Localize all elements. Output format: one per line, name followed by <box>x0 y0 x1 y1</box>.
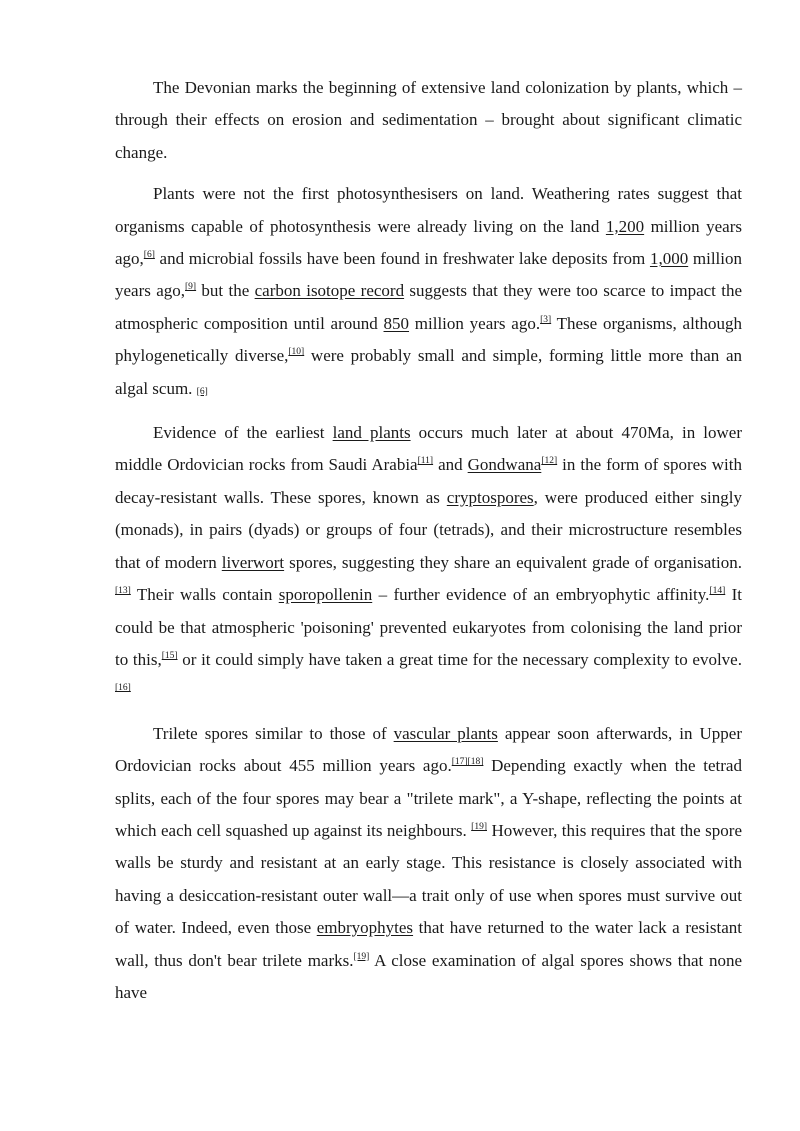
body-text: million years ago. <box>409 313 541 333</box>
body-text: appear soon afterwards, in Upper Ordovician rocks about 455 million years ago. <box>115 723 742 776</box>
body-text: were probably small and simple, forming little more than an algal scum. <box>115 346 743 398</box>
body-text: occurs much later at about 470Ma, in lower middle Ordovician rocks from Saudi Arabia <box>115 423 742 475</box>
paragraph <box>115 417 742 709</box>
inline-link[interactable]: 1,200 <box>605 216 645 236</box>
inline-link[interactable]: cryptospores <box>446 487 534 507</box>
citation-link[interactable]: [13] <box>115 586 131 597</box>
citation-link[interactable]: [14] <box>709 586 726 597</box>
body-text: A close examination of algal spores shows that none have <box>115 950 742 1002</box>
body-text: million years ago, <box>115 216 742 269</box>
citation-link[interactable]: [6] <box>196 386 208 397</box>
citation-link[interactable]: [9] <box>185 282 197 293</box>
body-text: Plants were not the first photosynthesisers on land. Weathering rates suggest that organisms capable of photosynthesis were already living on the land <box>115 184 742 236</box>
body-text: These organisms, although phylogenetically diverse, <box>115 313 743 366</box>
body-text: Trilete spores similar to those of <box>153 723 394 743</box>
body-text: in the form of spores with decay-resistant walls. These spores, known as <box>115 455 743 507</box>
body-text: but the <box>196 281 255 301</box>
inline-link[interactable]: land plants <box>332 423 411 443</box>
body-text: or it could simply have taken a great time for the necessary complexity to evolve. <box>177 649 742 669</box>
citation-link[interactable]: [17][18] <box>451 757 484 768</box>
citation-link[interactable]: [11] <box>417 456 434 467</box>
citation-link[interactable]: [10] <box>288 347 305 358</box>
citation-link[interactable]: [12] <box>541 456 558 467</box>
citation-link[interactable]: [16] <box>115 683 131 694</box>
citation-link[interactable]: [15] <box>161 650 178 661</box>
body-text: It could be that atmospheric 'poisoning' prevented eukaryotes from colonising the land prior to this, <box>115 585 742 669</box>
body-text: million years ago, <box>115 249 742 301</box>
body-text: Evidence of the earliest <box>153 423 333 443</box>
paragraph <box>115 72 742 169</box>
citation-link[interactable]: [3] <box>540 314 552 325</box>
inline-link[interactable]: 850 <box>383 313 410 333</box>
body-text: suggests that they were too scarce to impact the atmospheric composition until around <box>115 281 743 333</box>
inline-link[interactable]: vascular plants <box>393 723 498 743</box>
inline-link[interactable]: embryophytes <box>316 918 414 938</box>
citation-link[interactable]: [19] <box>471 821 487 832</box>
body-text: spores, suggesting they share an equivalent grade of organisation. <box>284 552 742 572</box>
body-text: Depending exactly when the tetrad splits, each of the four spores may bear a "trilete mark", a Y-shape, reflecting the points at which each cell squashed up against its neighbours. <box>115 756 742 840</box>
body-text: and <box>433 455 468 475</box>
article-body <box>115 72 742 1018</box>
body-text: , were produced either singly (monads), in pairs (dyads) or groups of four (tetrads), and their microstructure resembles that of modern <box>115 487 742 572</box>
inline-link[interactable]: liverwort <box>221 552 285 572</box>
body-text: – further evidence of an embryophytic affinity. <box>372 585 710 605</box>
body-text: However, this requires that the spore walls be sturdy and resistant at an early stage. This resistance is closely associated with having a desiccation-resistant outer wall—a trait only of use when spores must survive out of water. Indeed, even those <box>115 820 742 938</box>
body-text: Their walls contain <box>130 585 279 605</box>
paragraph <box>115 718 742 1010</box>
body-text: and microbial fossils have been found in freshwater lake deposits from <box>154 249 650 269</box>
citation-link[interactable]: [19] <box>353 951 370 962</box>
inline-link[interactable]: 1,000 <box>649 249 689 269</box>
inline-link[interactable]: sporopollenin <box>278 585 373 605</box>
inline-link[interactable]: carbon isotope record <box>254 281 405 301</box>
body-text: The Devonian marks the beginning of extensive land colonization by plants, which – through their effects on erosion and sedimentation – brought about significant climatic change. <box>115 78 742 162</box>
paragraph <box>115 178 742 408</box>
body-text: that have returned to the water lack a resistant wall, thus don't bear trilete marks. <box>115 918 742 970</box>
inline-link[interactable]: Gondwana <box>467 455 542 475</box>
citation-link[interactable]: [6] <box>143 250 155 261</box>
